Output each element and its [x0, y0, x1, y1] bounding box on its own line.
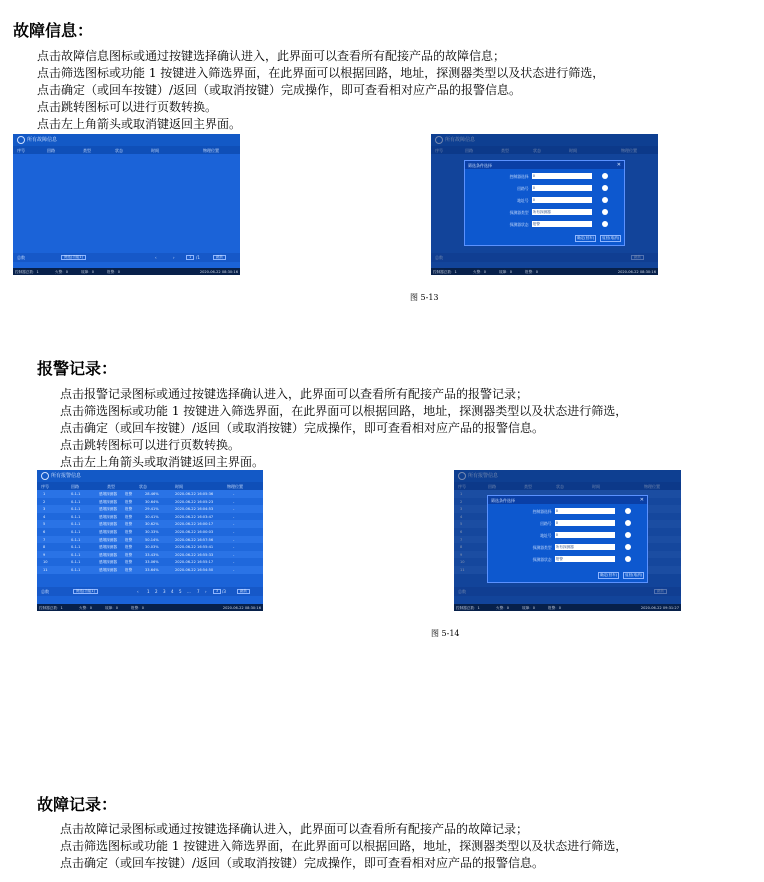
- column-header: 回路: [465, 148, 473, 153]
- table-cell: 2020-06-22 16:03:47: [175, 514, 214, 519]
- table-cell: 33.06%: [145, 560, 159, 565]
- paragraph-line: 点击故障信息图标或通过按键选择确认进入，此界面可以查看所有配接产品的故障信息；: [37, 49, 506, 63]
- prev-page-icon[interactable]: ‹: [155, 255, 157, 260]
- table-cell: 2020-06-22 16:55:33: [175, 552, 214, 557]
- screen-title: 所有报警信息: [468, 473, 499, 479]
- table-cell: 报警: [125, 507, 133, 512]
- radio-icon[interactable]: [625, 508, 631, 514]
- table-cell: 报警: [125, 492, 133, 496]
- alarm-table-body: [37, 490, 263, 574]
- table-cell: 29.41%: [145, 507, 159, 512]
- screen-title: 所有故障信息: [27, 137, 58, 143]
- table-cell: 6: [460, 529, 463, 534]
- column-header: 物理位置: [644, 484, 660, 489]
- field-label: 地址号: [540, 533, 552, 538]
- table-cell: -: [233, 507, 235, 512]
- column-header: 时间: [569, 148, 577, 153]
- status-alarm: 报警：0: [548, 605, 562, 610]
- pager: [37, 587, 263, 596]
- table-cell: 报警: [125, 499, 133, 504]
- table-cell: 3: [43, 507, 46, 512]
- page-number[interactable]: 5: [179, 589, 182, 594]
- table-row[interactable]: [37, 520, 263, 528]
- table-row[interactable]: [37, 513, 263, 521]
- field-label: 控制器选择: [509, 174, 529, 179]
- table-cell: 感烟探测器: [99, 499, 117, 504]
- table-cell: 1: [43, 492, 46, 496]
- figure-caption: 图 5-13: [410, 293, 439, 302]
- column-header: 序号: [435, 148, 443, 153]
- field-label: 回路号: [517, 186, 529, 191]
- paragraph-line: 点击故障记录图标或通过按键选择确认进入，此界面可以查看所有配接产品的故障记录；: [60, 822, 529, 836]
- alarm-filter-screenshot: [454, 470, 681, 611]
- address-input[interactable]: 0: [532, 197, 592, 203]
- paragraph-line: 点击跳转图标可以进行页数转换。: [37, 100, 218, 114]
- table-cell: 3: [460, 507, 463, 512]
- table-cell: 感烟探测器: [99, 560, 117, 565]
- paragraph-line: 点击确定（或回车按键）/返回（或取消按键）完成操作，即可查看相对应产品的报警信息。: [60, 421, 545, 435]
- jump-button[interactable]: 跳转: [237, 589, 250, 594]
- paragraph-line: 点击确定（或回车按键）/返回（或取消按键）完成操作，即可查看相对应产品的报警信息。: [60, 856, 545, 870]
- table-cell: 30.64%: [145, 499, 159, 504]
- column-header: 状态: [115, 148, 123, 153]
- table-row[interactable]: [37, 498, 263, 506]
- figure-caption: 图 5-14: [431, 629, 460, 638]
- status-controller: 控制器总数：1: [433, 269, 457, 274]
- table-cell: 2020-06-22 16:05:23: [175, 499, 214, 504]
- table-cell: -: [233, 567, 235, 572]
- paragraph-line: 点击筛选图标或功能 1 按键进入筛选界面，在此界面可以根据回路，地址，探测器类型以及状态进行筛选，: [60, 404, 628, 418]
- column-header: 类型: [107, 484, 115, 489]
- paragraph-line: 点击跳转图标可以进行页数转换。: [60, 438, 241, 452]
- table-cell: -: [233, 499, 235, 504]
- table-cell: 报警: [125, 560, 133, 565]
- paragraph-line: 点击左上角箭头或取消键返回主界面。: [37, 117, 242, 131]
- page-total: /1: [196, 255, 200, 260]
- table-header: [13, 146, 240, 154]
- fault-info-screenshot: [13, 134, 240, 275]
- table-cell: -: [233, 529, 235, 534]
- table-cell: 0-1-1: [71, 529, 81, 534]
- table-cell: 7: [460, 537, 463, 542]
- radio-icon[interactable]: [625, 544, 631, 550]
- paragraph-line: 点击筛选图标或功能 1 按键进入筛选界面，在此界面可以根据回路，地址，探测器类型以及状态进行筛选，: [60, 839, 628, 853]
- next-page-icon[interactable]: ›: [173, 255, 175, 260]
- status-controller: 控制器总数：1: [39, 605, 63, 610]
- filter-dialog: [464, 160, 625, 246]
- table-cell: 30.33%: [145, 529, 159, 534]
- detector-type-select[interactable]: 所有探测器: [555, 544, 615, 550]
- screen-title: 所有故障信息: [445, 137, 476, 143]
- status-fire: 火警：0: [496, 605, 510, 610]
- loop-input[interactable]: 0: [555, 520, 615, 526]
- table-cell: 11: [43, 567, 48, 572]
- table-cell: 感烟探测器: [99, 492, 117, 496]
- table-cell: 8: [43, 545, 46, 550]
- table-cell: 5: [43, 522, 46, 527]
- column-header: 时间: [151, 148, 159, 153]
- status-alarm: 报警：0: [107, 269, 121, 274]
- table-cell: 0-1-1: [71, 567, 81, 572]
- status-bar: [37, 604, 263, 611]
- column-header: 回路: [47, 148, 55, 153]
- status-time: 2020-06-22 09:31:27: [640, 605, 679, 610]
- table-cell: 0-1-1: [71, 552, 81, 557]
- table-cell: 2020-06-22 16:55:41: [175, 545, 214, 550]
- table-cell: 9: [43, 552, 46, 557]
- table-row[interactable]: [37, 543, 263, 551]
- status-time: 2020-06-22 08:30:16: [222, 605, 261, 610]
- paragraph-line: 点击左上角箭头或取消键返回主界面。: [60, 455, 265, 469]
- table-row[interactable]: [37, 551, 263, 559]
- table-row[interactable]: [37, 566, 263, 574]
- section-paragraph-alarm-record: [60, 386, 627, 471]
- table-cell: 报警: [125, 552, 133, 557]
- radio-icon[interactable]: [625, 520, 631, 526]
- page-number[interactable]: 2: [155, 589, 158, 594]
- table-cell: 0-1-1: [71, 492, 81, 496]
- status-bar: [454, 604, 681, 611]
- page-number[interactable]: 7: [197, 589, 200, 594]
- table-cell: 感烟探测器: [99, 514, 117, 519]
- table-cell: 报警: [125, 567, 133, 572]
- table-cell: 2020-06-22 16:00:17: [175, 522, 214, 527]
- table-cell: 报警: [125, 537, 133, 542]
- radio-icon[interactable]: [602, 173, 608, 179]
- page-number[interactable]: 4: [171, 589, 174, 594]
- table-row[interactable]: [37, 558, 263, 566]
- paragraph-line: 点击确定（或回车按键）/返回（或取消按键）完成操作，即可查看相对应产品的报警信息。: [37, 83, 522, 97]
- table-cell: 50.14%: [145, 537, 159, 542]
- total-label: 总数: [435, 255, 443, 260]
- address-input[interactable]: 0: [555, 532, 615, 538]
- table-cell: 9: [460, 552, 463, 557]
- column-header: 物理位置: [621, 148, 637, 153]
- status-time: 2020-06-22 08:30:16: [199, 269, 238, 274]
- table-header: [37, 482, 263, 490]
- table-row[interactable]: [37, 536, 263, 544]
- table-cell: 感烟探测器: [99, 537, 117, 542]
- table-cell: 0-1-1: [71, 499, 81, 504]
- dialog-title: 筛选条件选择: [491, 498, 515, 503]
- table-cell: 8: [460, 545, 463, 550]
- page-number[interactable]: 3: [163, 589, 166, 594]
- close-icon[interactable]: ✕: [616, 162, 621, 168]
- table-cell: 7: [43, 537, 46, 542]
- table-cell: 2: [460, 499, 463, 504]
- column-header: 类型: [501, 148, 509, 153]
- table-cell: 报警: [125, 514, 133, 519]
- table-cell: 感烟探测器: [99, 522, 117, 527]
- back-arrow-icon: [41, 472, 49, 480]
- prev-page-icon[interactable]: ‹: [137, 589, 139, 594]
- table-cell: -: [233, 514, 235, 519]
- status-bar: [431, 268, 658, 275]
- total-label: 总数: [458, 589, 466, 594]
- field-label: 探测器状态: [509, 222, 529, 227]
- paragraph-line: 点击报警记录图标或通过按键选择确认进入，此界面可以查看所有配接产品的报警记录；: [60, 387, 529, 401]
- table-cell: 0-1-1: [71, 545, 81, 550]
- section-heading-fault-info: 故障信息：: [13, 21, 94, 40]
- column-header: 回路: [71, 484, 79, 489]
- table-cell: -: [233, 545, 235, 550]
- column-header: 回路: [488, 484, 496, 489]
- field-label: 探测器类型: [532, 545, 552, 550]
- section-heading-fault-record: 故障记录：: [37, 795, 118, 814]
- table-cell: 2020-06-22 16:05:36: [175, 492, 214, 496]
- section-paragraph-fault-info: [37, 48, 604, 133]
- table-cell: -: [233, 522, 235, 527]
- filter-button[interactable]: 筛选(功能1): [61, 255, 86, 260]
- table-cell: 2020-06-22 16:54:50: [175, 567, 214, 572]
- table-cell: 0-1-1: [71, 560, 81, 565]
- table-cell: 感烟探测器: [99, 529, 117, 534]
- controller-select[interactable]: 0: [532, 173, 592, 179]
- close-icon[interactable]: ✕: [639, 497, 644, 503]
- status-controller: 控制器总数：1: [15, 269, 39, 274]
- table-row[interactable]: [37, 528, 263, 536]
- alarm-record-screenshot: [37, 470, 263, 611]
- status-fire: 火警：0: [473, 269, 487, 274]
- status-fault: 故障：0: [81, 269, 95, 274]
- table-cell: -: [233, 537, 235, 542]
- column-header: 物理位置: [227, 484, 243, 489]
- table-cell: 感烟探测器: [99, 545, 117, 550]
- status-fault: 故障：0: [522, 605, 536, 610]
- cancel-button[interactable]: 返回(取消): [602, 236, 620, 240]
- column-header: 时间: [592, 484, 600, 489]
- column-header: 时间: [175, 484, 183, 489]
- table-cell: 感烟探测器: [99, 507, 117, 512]
- column-header: 序号: [17, 148, 25, 153]
- table-cell: 0-1-1: [71, 537, 81, 542]
- back-arrow-icon: [17, 136, 25, 144]
- filter-button[interactable]: 筛选(功能1): [73, 589, 98, 594]
- table-cell: 10: [460, 560, 465, 565]
- status-alarm: 报警：0: [525, 269, 539, 274]
- column-header: 状态: [556, 484, 564, 489]
- status-alarm: 报警：0: [131, 605, 145, 610]
- table-row[interactable]: [37, 490, 263, 498]
- column-header: 类型: [83, 148, 91, 153]
- column-header: 序号: [41, 484, 49, 489]
- table-cell: 感烟探测器: [99, 552, 117, 557]
- column-header: 序号: [458, 484, 466, 489]
- filter-dialog: [487, 495, 648, 583]
- table-cell: 30.41%: [145, 514, 159, 519]
- table-cell: 报警: [125, 522, 133, 527]
- page-total: /3: [222, 589, 226, 594]
- table-cell: 30.03%: [145, 545, 159, 550]
- table-cell: 2: [43, 499, 46, 504]
- field-label: 探测器状态: [532, 557, 552, 562]
- jump-button[interactable]: 跳转: [654, 589, 667, 594]
- field-label: 控制器选择: [532, 509, 552, 514]
- cancel-button[interactable]: 返回(取消): [625, 573, 643, 577]
- section-heading-alarm-record: 报警记录：: [37, 359, 118, 378]
- detector-state-select[interactable]: 报警: [532, 221, 592, 227]
- table-cell: 0-1-1: [71, 507, 81, 512]
- radio-icon[interactable]: [602, 185, 608, 191]
- table-cell: 10: [43, 560, 48, 565]
- fault-filter-screenshot: [431, 134, 658, 275]
- table-cell: 2020-06-22 16:55:17: [175, 560, 214, 565]
- field-label: 地址号: [517, 198, 529, 203]
- screen-title: 所有报警信息: [51, 473, 82, 479]
- paragraph-line: 点击筛选图标或功能 1 按键进入筛选界面，在此界面可以根据回路，地址，探测器类型以及状态进行筛选，: [37, 66, 605, 80]
- status-bar: [13, 268, 240, 275]
- table-cell: -: [233, 560, 235, 565]
- page-number[interactable]: 1: [147, 589, 150, 594]
- radio-icon[interactable]: [602, 209, 608, 215]
- next-page-icon[interactable]: ›: [205, 589, 207, 594]
- table-cell: 报警: [125, 545, 133, 550]
- table-cell: 4: [43, 514, 46, 519]
- table-cell: 30.62%: [145, 522, 159, 527]
- table-cell: 报警: [125, 529, 133, 534]
- column-header: 状态: [533, 148, 541, 153]
- status-time: 2020-06-22 08:30:16: [617, 269, 656, 274]
- field-label: 探测器类型: [509, 210, 529, 215]
- loop-input[interactable]: 0: [532, 185, 592, 191]
- status-fault: 故障：0: [499, 269, 513, 274]
- radio-icon[interactable]: [625, 556, 631, 562]
- column-header: 物理位置: [203, 148, 219, 153]
- table-cell: 6: [43, 529, 46, 534]
- total-label: 总数: [17, 255, 25, 260]
- jump-button[interactable]: 跳转: [213, 255, 226, 260]
- status-fault: 故障：0: [105, 605, 119, 610]
- radio-icon[interactable]: [602, 197, 608, 203]
- table-cell: 33.43%: [145, 552, 159, 557]
- ok-button[interactable]: 确定(回车): [600, 573, 618, 577]
- table-cell: 感烟探测器: [99, 567, 117, 572]
- pager: [13, 253, 240, 262]
- column-header: 类型: [524, 484, 532, 489]
- detector-type-select[interactable]: 所有探测器: [532, 209, 592, 215]
- radio-icon[interactable]: [602, 221, 608, 227]
- field-label: 回路号: [540, 521, 552, 526]
- page-input[interactable]: 3: [213, 589, 221, 594]
- total-label: 总数: [41, 589, 49, 594]
- detector-state-select[interactable]: 报警: [555, 556, 615, 562]
- table-row[interactable]: [37, 505, 263, 513]
- table-cell: 28.46%: [145, 492, 159, 496]
- dialog-title: 筛选条件选择: [468, 163, 492, 168]
- table-cell: 2020-06-22 16:57:56: [175, 537, 214, 542]
- table-cell: 2020-06-22 16:04:53: [175, 507, 214, 512]
- status-fire: 火警：0: [55, 269, 69, 274]
- jump-button[interactable]: 跳转: [631, 255, 644, 260]
- table-cell: 0-1-1: [71, 514, 81, 519]
- ok-button[interactable]: 确定(回车): [577, 236, 595, 240]
- controller-select[interactable]: 0: [555, 508, 615, 514]
- table-cell: -: [233, 492, 235, 496]
- page-input[interactable]: 1: [186, 255, 194, 260]
- table-cell: 33.64%: [145, 567, 159, 572]
- table-cell: 1: [460, 492, 463, 496]
- section-paragraph-fault-record: [60, 821, 627, 872]
- table-cell: 2020-06-22 16:00:03: [175, 529, 214, 534]
- status-controller: 控制器总数：1: [456, 605, 480, 610]
- table-cell: 0-1-1: [71, 522, 81, 527]
- table-cell: 5: [460, 522, 463, 527]
- radio-icon[interactable]: [625, 532, 631, 538]
- table-cell: 4: [460, 514, 463, 519]
- table-cell: 11: [460, 567, 465, 572]
- status-fire: 火警：0: [79, 605, 93, 610]
- column-header: 状态: [139, 484, 147, 489]
- table-cell: -: [233, 552, 235, 557]
- page-number: ...: [187, 589, 191, 594]
